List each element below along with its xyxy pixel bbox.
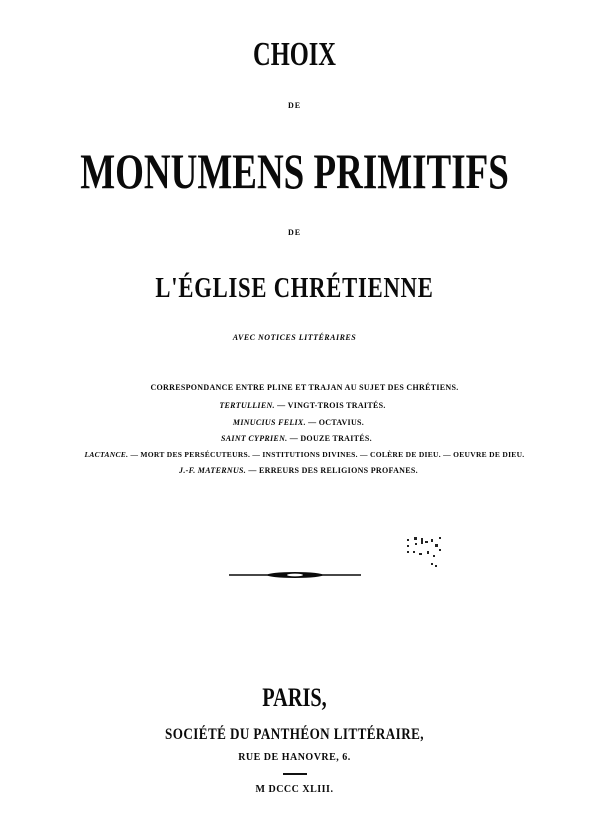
contents-author: TERTULLIEN.	[219, 401, 275, 410]
imprint-publisher: SOCIÉTÉ DU PANTHÉON LITTÉRAIRE,	[165, 726, 424, 743]
title-choix: CHOIX	[253, 36, 336, 73]
title-de-1: DE	[287, 101, 302, 110]
contents-author: SAINT CYPRIEN.	[221, 434, 288, 443]
imprint-place: PARIS,	[262, 683, 327, 712]
contents-text: — DOUZE TRAITÉS.	[287, 434, 372, 443]
divider	[283, 773, 307, 775]
title-eglise: L'ÉGLISE CHRÉTIENNE	[155, 272, 434, 304]
title-main: MONUMENS PRIMITIFS	[80, 143, 509, 199]
contents-text: — ERREURS DES RELIGIONS PROFANES.	[246, 466, 418, 475]
contents-author: J.-F. MATERNUS.	[179, 466, 247, 475]
contents-line	[4, 466, 589, 475]
contents-text: CORRESPONDANCE ENTRE PLINE ET TRAJAN AU SUJET DES CHRÉTIENS.	[150, 383, 459, 392]
library-stamp-mark	[405, 535, 449, 571]
contents-line	[10, 450, 589, 459]
imprint-address: RUE DE HANOVRE, 6.	[238, 752, 351, 763]
contents-author: LACTANCE.	[84, 450, 129, 459]
title-de-2: DE	[287, 228, 302, 237]
ornamental-rule	[229, 570, 361, 580]
imprint-date: M DCCC XLIII.	[255, 784, 334, 795]
contents-line	[4, 418, 589, 427]
subtitle-notices: AVEC NOTICES LITTÉRAIRES	[232, 333, 357, 342]
contents-line	[10, 383, 589, 392]
contents-text: — VINGT-TROIS TRAITÉS.	[274, 401, 386, 410]
contents-line	[2, 434, 589, 443]
contents-author: MINUCIUS FELIX.	[232, 418, 306, 427]
contents-text: — OCTAVIUS.	[305, 418, 365, 427]
contents-text: — MORT DES PERSÉCUTEURS. — INSTITUTIONS DIVINES. — COLÈRE DE DIEU. — OEUVRE DE DIEU.	[128, 450, 525, 459]
contents-line	[8, 401, 589, 410]
